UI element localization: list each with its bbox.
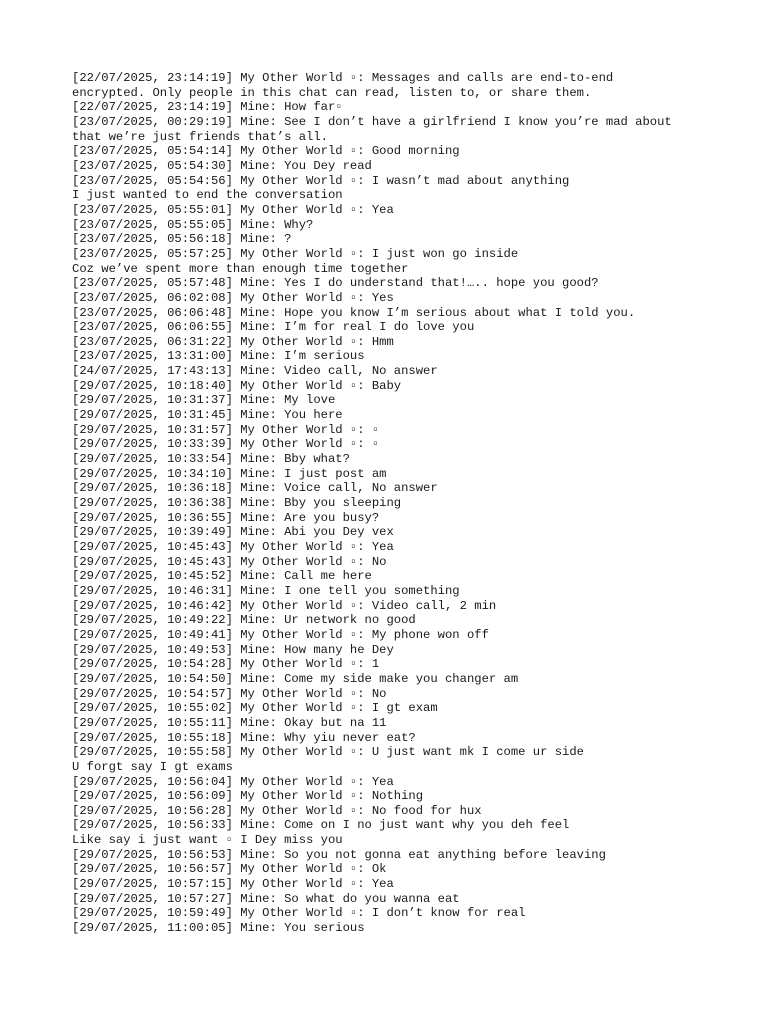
transcript-line: [29/07/2025, 10:54:28] My Other World ▫: 1 — [72, 657, 380, 672]
transcript-line: U forgt say I gt exams — [72, 759, 233, 774]
transcript-line: [23/07/2025, 05:56:18] Mine: ? — [72, 232, 292, 247]
transcript-line: [29/07/2025, 10:45:52] Mine: Call me here — [72, 569, 372, 584]
transcript-line: [23/07/2025, 06:06:55] Mine: I’m for real I do love you — [72, 320, 475, 335]
transcript-line: [22/07/2025, 23:14:19] Mine: How far▫ — [72, 100, 343, 115]
transcript-line: [23/07/2025, 06:06:48] Mine: Hope you know I’m serious about what I told you. — [72, 305, 636, 320]
transcript-line: [29/07/2025, 10:49:41] My Other World ▫: My phone won off — [72, 627, 489, 642]
transcript-line: [29/07/2025, 10:45:43] My Other World ▫: Yea — [72, 540, 394, 554]
transcript-line: [29/07/2025, 10:49:53] Mine: How many he Dey — [72, 642, 394, 657]
transcript-line: [29/07/2025, 10:56:09] My Other World ▫: Nothing — [72, 789, 424, 804]
transcript-line: [23/07/2025, 05:54:56] My Other World ▫: I wasn’t mad about anything — [72, 173, 570, 188]
transcript-line: [23/07/2025, 00:29:19] Mine: See I don’t have a girlfriend I know you’re mad about — [72, 114, 672, 129]
transcript-line: [29/07/2025, 10:46:31] Mine: I one tell you something — [72, 583, 460, 598]
transcript-line: [29/07/2025, 10:56:04] My Other World ▫: Yea — [72, 774, 394, 789]
transcript-line: that we’re just friends that’s all. — [72, 129, 328, 144]
transcript-line: [29/07/2025, 10:34:10] Mine: I just post am — [72, 466, 387, 481]
transcript-line: [29/07/2025, 10:56:53] Mine: So you not gonna eat anything before leaving — [72, 847, 606, 862]
transcript-line: [29/07/2025, 10:59:49] My Other World ▫: I don’t know for real — [72, 906, 526, 921]
transcript-line: [29/07/2025, 10:57:27] Mine: So what do you wanna eat — [72, 891, 460, 906]
transcript-line: [29/07/2025, 10:18:40] My Other World ▫: Baby — [72, 378, 402, 393]
transcript-line: I just wanted to end the conversation — [72, 188, 343, 203]
transcript-line: [29/07/2025, 10:36:55] Mine: Are you busy? — [72, 510, 380, 525]
transcript-line: [23/07/2025, 05:54:30] Mine: You Dey read — [72, 158, 372, 173]
transcript-line: [23/07/2025, 06:02:08] My Other World ▫: Yes — [72, 290, 394, 305]
transcript-line: [29/07/2025, 10:55:18] Mine: Why yiu never eat? — [72, 730, 416, 745]
transcript-line: [29/07/2025, 10:36:18] Mine: Voice call, No answer — [72, 481, 438, 496]
transcript-line: [23/07/2025, 05:55:01] My Other World ▫: Yea — [72, 202, 394, 217]
transcript-line: [29/07/2025, 10:54:57] My Other World ▫: No — [72, 686, 387, 701]
transcript-line: Like say i just want ▫ I Dey miss you — [72, 833, 343, 848]
transcript-line: [29/07/2025, 10:55:02] My Other World ▫: I gt exam — [72, 701, 438, 716]
transcript-line: [29/07/2025, 11:00:05] Mine: You serious — [72, 921, 365, 936]
transcript-line: [23/07/2025, 05:55:05] Mine: Why? — [72, 217, 314, 232]
transcript-line: Coz we’ve spent more than enough time together — [72, 261, 409, 276]
transcript-line: [29/07/2025, 10:54:50] Mine: Come my side make you changer am — [72, 671, 519, 686]
transcript-line: [29/07/2025, 10:36:38] Mine: Bby you sleeping — [72, 496, 402, 511]
transcript-line: [29/07/2025, 10:56:57] My Other World ▫: Ok — [72, 862, 387, 877]
transcript-line: [29/07/2025, 10:56:33] Mine: Come on I no just want why you deh feel — [72, 818, 570, 833]
transcript-line: [29/07/2025, 10:57:15] My Other World ▫: Yea — [72, 877, 394, 892]
transcript-line: [29/07/2025, 10:31:37] Mine: My love — [72, 393, 336, 408]
transcript-line: [23/07/2025, 05:54:14] My Other World ▫: Good morning — [72, 144, 460, 159]
chat-transcript — [72, 71, 712, 936]
transcript-line: encrypted. Only people in this chat can read, listen to, or share them. — [72, 85, 592, 100]
transcript-line: [24/07/2025, 17:43:13] Mine: Video call, No answer — [72, 364, 438, 379]
transcript-line: [29/07/2025, 10:49:22] Mine: Ur network no good — [72, 613, 416, 628]
transcript-line: [29/07/2025, 10:33:54] Mine: Bby what? — [72, 452, 350, 467]
transcript-line: [22/07/2025, 23:14:19] My Other World ▫: Messages and calls are end-to-end — [72, 71, 614, 85]
transcript-line: [23/07/2025, 05:57:48] Mine: Yes I do understand that!….. hope you good? — [72, 276, 599, 291]
transcript-line: [29/07/2025, 10:39:49] Mine: Abi you Dey vex — [72, 525, 394, 540]
transcript-line: [29/07/2025, 10:45:43] My Other World ▫: No — [72, 554, 387, 569]
transcript-line: [29/07/2025, 10:56:28] My Other World ▫: No food for hux — [72, 803, 482, 818]
transcript-line: [29/07/2025, 10:31:45] Mine: You here — [72, 408, 343, 423]
transcript-line: [23/07/2025, 13:31:00] Mine: I’m serious — [72, 349, 365, 364]
transcript-line: [29/07/2025, 10:46:42] My Other World ▫: Video call, 2 min — [72, 598, 497, 613]
transcript-line: [29/07/2025, 10:33:39] My Other World ▫: ▫ — [72, 437, 380, 452]
transcript-line: [23/07/2025, 06:31:22] My Other World ▫: Hmm — [72, 334, 394, 349]
transcript-line: [29/07/2025, 10:55:58] My Other World ▫: U just want mk I come ur side — [72, 745, 584, 760]
transcript-line: [29/07/2025, 10:55:11] Mine: Okay but na 11 — [72, 715, 387, 730]
transcript-line: [29/07/2025, 10:31:57] My Other World ▫: ▫ — [72, 422, 380, 437]
transcript-line: [23/07/2025, 05:57:25] My Other World ▫: I just won go inside — [72, 246, 519, 261]
